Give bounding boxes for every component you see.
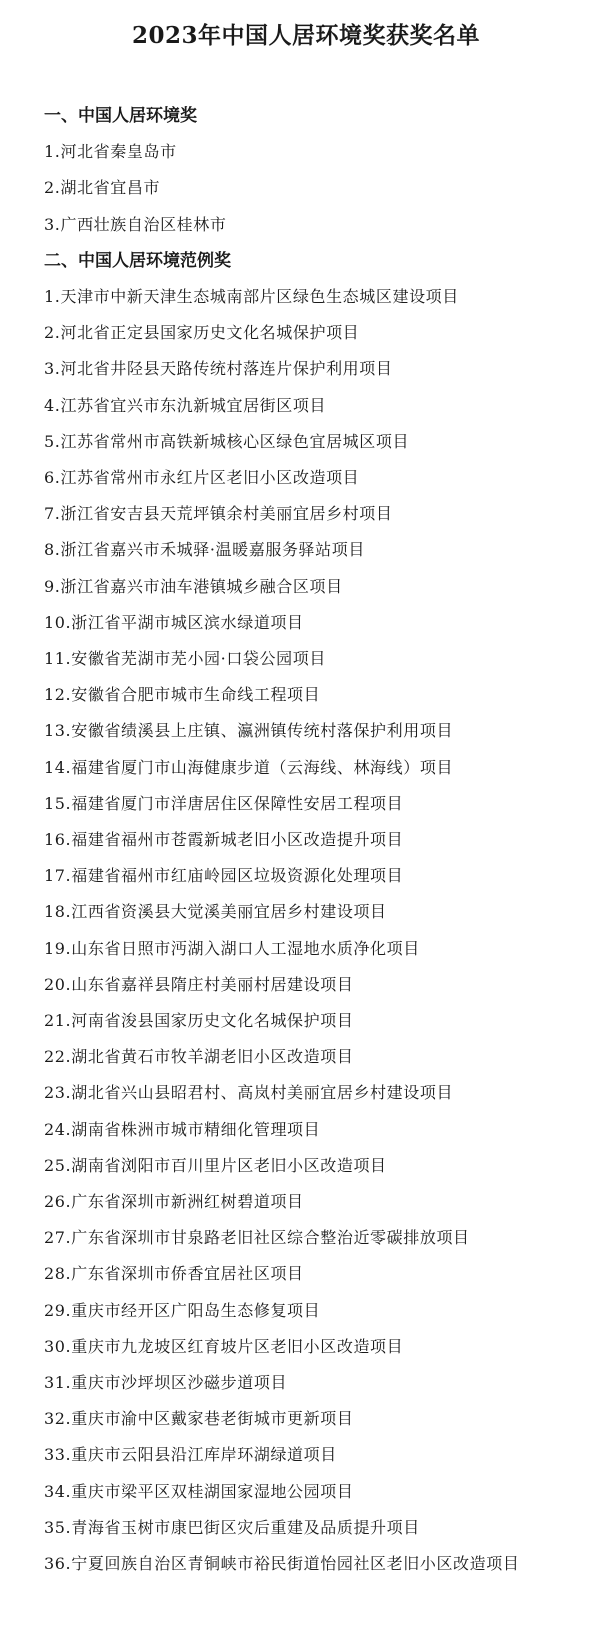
list-item-text: 福建省福州市苍霞新城老旧小区改造提升项目 — [71, 830, 404, 850]
list-item — [44, 279, 584, 315]
list-item-number: 11. — [44, 649, 72, 669]
list-item — [44, 388, 584, 424]
list-item — [44, 858, 584, 894]
list-item-text: 江西省资溪县大觉溪美丽宜居乡村建设项目 — [71, 902, 387, 922]
list-item — [44, 1148, 584, 1184]
list-item-number: 28. — [44, 1264, 72, 1284]
list-item-text: 湖北省兴山县昭君村、高岚村美丽宜居乡村建设项目 — [71, 1083, 454, 1103]
list-item — [44, 1003, 584, 1039]
list-item-number: 2. — [44, 323, 61, 343]
list-item-number: 4. — [44, 395, 61, 415]
section-heading: 一、中国人居环境奖 — [44, 106, 197, 126]
list-item — [44, 641, 584, 677]
list-item-number: 12. — [44, 685, 72, 705]
list-item-text: 湖南省浏阳市百川里片区老旧小区改造项目 — [71, 1155, 387, 1175]
list-item-number: 25. — [44, 1155, 72, 1175]
list-item-text: 湖北省黄石市牧羊湖老旧小区改造项目 — [71, 1047, 354, 1067]
list-item-number: 27. — [44, 1228, 72, 1248]
list-item-text: 安徽省绩溪县上庄镇、瀛洲镇传统村落保护利用项目 — [71, 721, 454, 741]
list-item — [44, 424, 584, 460]
list-item-number: 5. — [44, 431, 61, 451]
list-item-number: 16. — [44, 830, 72, 850]
list-item — [44, 207, 584, 243]
list-item-number: 33. — [44, 1445, 72, 1465]
list-item-text: 江苏省常州市高铁新城核心区绿色宜居城区项目 — [60, 431, 410, 451]
list-item-text: 宁夏回族自治区青铜峡市裕民街道怡园社区老旧小区改造项目 — [71, 1554, 520, 1574]
list-item-number: 6. — [44, 468, 61, 487]
list-item-number: 36. — [44, 1554, 72, 1574]
list-item — [44, 1220, 584, 1256]
list-item-number: 3. — [44, 359, 61, 379]
list-item-number: 18. — [44, 902, 72, 922]
list-item-number: 17. — [44, 866, 72, 886]
list-item-number: 13. — [44, 721, 72, 741]
list-item — [44, 1329, 584, 1365]
list-item-text: 湖北省宜昌市 — [60, 178, 161, 198]
list-item-text: 江苏省常州市永红片区老旧小区改造项目 — [60, 468, 360, 487]
list-item — [44, 1510, 584, 1546]
list-item — [44, 1112, 584, 1148]
list-item-number: 26. — [44, 1192, 72, 1212]
list-item — [44, 1256, 584, 1292]
list-item-text: 广西壮族自治区桂林市 — [60, 214, 227, 234]
list-item-text: 重庆市沙坪坝区沙磁步道项目 — [71, 1373, 288, 1393]
list-item-number: 1. — [44, 142, 61, 162]
list-item-text: 江苏省宜兴市东氿新城宜居街区项目 — [60, 395, 327, 415]
list-item — [44, 1401, 584, 1437]
document-title: 2023年中国人居环境奖获奖名单 — [131, 22, 480, 49]
list-item-text: 福建省福州市红庙岭园区垃圾资源化处理项目 — [71, 866, 404, 886]
list-item — [44, 460, 584, 496]
list-item — [44, 822, 584, 858]
list-item-text: 青海省玉树市康巴街区灾后重建及品质提升项目 — [71, 1517, 420, 1537]
list-item-number: 10. — [44, 612, 72, 632]
list-item-text: 山东省日照市沔湖入湖口人工湿地水质净化项目 — [71, 938, 420, 958]
list-item-text: 重庆市梁平区双桂湖国家湿地公园项目 — [71, 1481, 354, 1501]
list-item — [44, 170, 584, 206]
list-item — [44, 894, 584, 930]
list-item-number: 32. — [44, 1409, 72, 1429]
list-item-text: 福建省厦门市洋唐居住区保障性安居工程项目 — [71, 793, 404, 813]
list-item — [44, 1365, 584, 1401]
list-item-text: 山东省嘉祥县隋庄村美丽村居建设项目 — [71, 974, 354, 994]
list-item-number: 31. — [44, 1373, 72, 1393]
list-item-text: 广东省深圳市新洲红树碧道项目 — [71, 1192, 304, 1212]
list-item-number: 3. — [44, 214, 61, 234]
list-item-number: 15. — [44, 793, 72, 813]
list-item-number: 23. — [44, 1083, 72, 1103]
list-item-number: 35. — [44, 1517, 72, 1537]
list-item-number: 20. — [44, 974, 72, 994]
list-item — [44, 496, 584, 532]
list-item-number: 30. — [44, 1336, 72, 1356]
list-item — [44, 750, 584, 786]
list-item-text: 重庆市云阳县沿江库岸环湖绿道项目 — [71, 1445, 337, 1465]
list-item-number: 7. — [44, 504, 61, 524]
list-item — [44, 569, 584, 605]
list-item-number: 9. — [44, 576, 61, 596]
list-item-number: 24. — [44, 1119, 72, 1139]
list-item-number: 21. — [44, 1011, 72, 1031]
list-item-text: 重庆市渝中区戴家巷老街城市更新项目 — [71, 1409, 354, 1429]
list-item-text: 浙江省嘉兴市油车港镇城乡融合区项目 — [60, 576, 343, 596]
list-item — [44, 1039, 584, 1075]
list-item — [44, 315, 584, 351]
list-item-text: 福建省厦门市山海健康步道（云海线、林海线）项目 — [71, 757, 454, 777]
list-item — [44, 786, 584, 822]
list-item-number: 8. — [44, 540, 61, 560]
list-item-number: 19. — [44, 938, 72, 958]
list-item — [44, 1437, 584, 1473]
section-heading: 二、中国人居环境范例奖 — [44, 250, 231, 271]
list-item — [44, 351, 584, 387]
list-item-number: 14. — [44, 757, 72, 777]
list-item-text: 重庆市经开区广阳岛生态修复项目 — [71, 1300, 321, 1320]
list-item-number: 29. — [44, 1300, 72, 1320]
list-item — [44, 532, 584, 568]
list-item — [44, 677, 584, 713]
list-item-text: 天津市中新天津生态城南部片区绿色生态城区建设项目 — [60, 286, 459, 306]
list-item — [44, 1546, 546, 1582]
list-item-text: 安徽省合肥市城市生命线工程项目 — [71, 685, 321, 705]
list-item-text: 广东省深圳市侨香宜居社区项目 — [71, 1264, 304, 1284]
list-item-text: 浙江省平湖市城区滨水绿道项目 — [71, 612, 304, 632]
list-item — [44, 134, 584, 170]
list-item — [44, 931, 584, 967]
list-item — [44, 605, 584, 641]
list-item — [44, 1184, 584, 1220]
list-item-text: 浙江省安吉县天荒坪镇余村美丽宜居乡村项目 — [60, 504, 393, 524]
list-item-number: 2. — [44, 178, 61, 198]
list-item-number: 1. — [44, 286, 61, 306]
list-item-text: 湖南省株洲市城市精细化管理项目 — [71, 1119, 321, 1139]
list-item-number: 22. — [44, 1047, 72, 1067]
list-item-text: 河北省正定县国家历史文化名城保护项目 — [60, 323, 360, 343]
list-item — [44, 1474, 584, 1510]
list-item-number: 34. — [44, 1481, 72, 1501]
list-item — [44, 967, 584, 1003]
list-item-text: 重庆市九龙坡区红育坡片区老旧小区改造项目 — [71, 1336, 404, 1356]
list-item-text: 河北省秦皇岛市 — [60, 142, 177, 162]
list-item — [44, 1293, 584, 1329]
award-list — [44, 98, 584, 1582]
list-item-text: 浙江省嘉兴市禾城驿·温暖嘉服务驿站项目 — [60, 540, 365, 560]
list-item-text: 河南省浚县国家历史文化名城保护项目 — [71, 1011, 354, 1031]
list-item-text: 河北省井陉县天路传统村落连片保护利用项目 — [60, 359, 393, 379]
list-item-text: 广东省深圳市甘泉路老旧社区综合整治近零碳排放项目 — [71, 1228, 470, 1248]
list-item — [44, 713, 584, 749]
list-item-text: 安徽省芜湖市芜小园·口袋公园项目 — [71, 649, 326, 669]
list-item — [44, 1075, 584, 1111]
